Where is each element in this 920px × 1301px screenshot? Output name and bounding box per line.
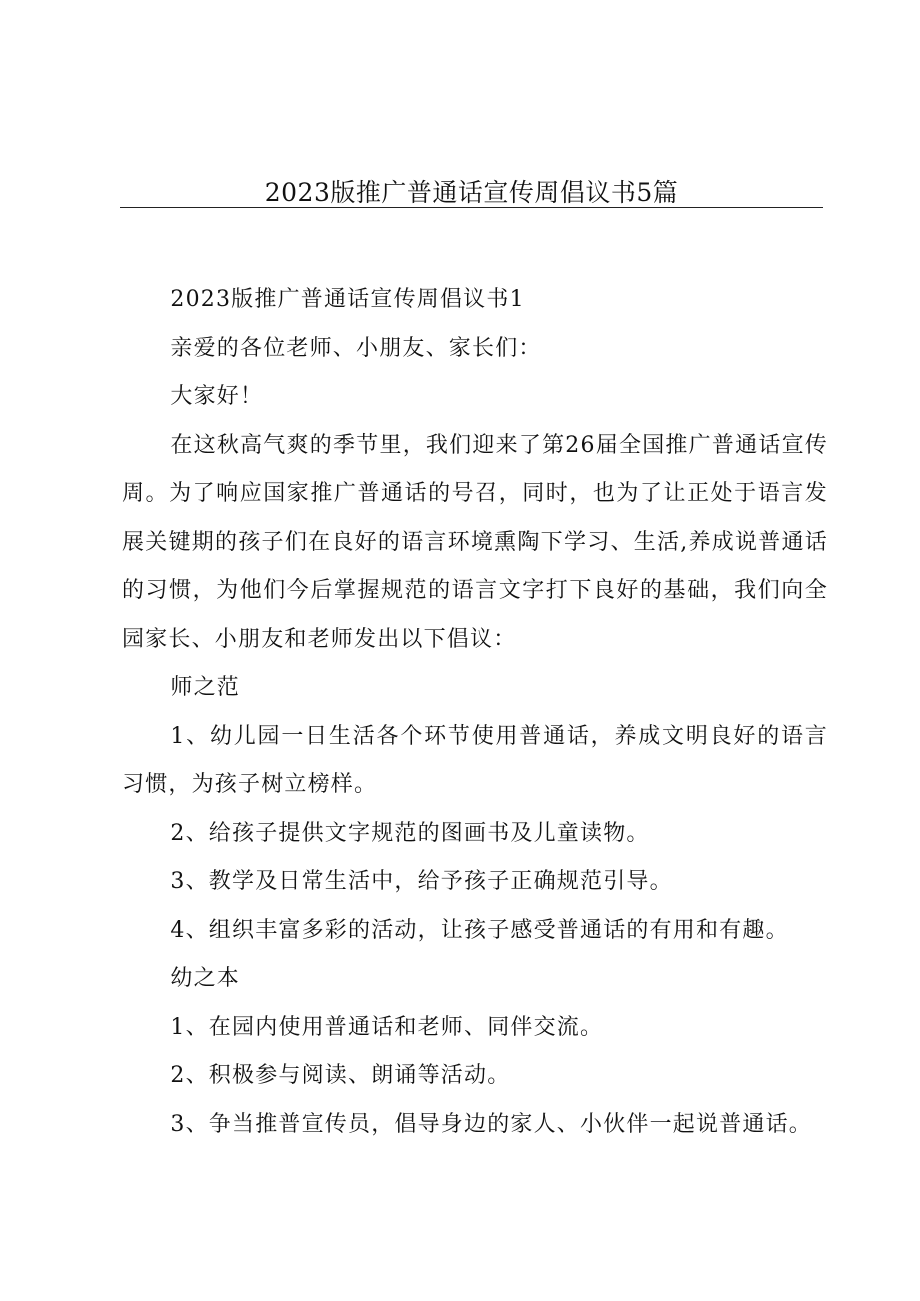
list-item: 1、幼儿园一日生活各个环节使用普通话，养成文明良好的语言习惯，为孩子树立榜样。	[122, 723, 828, 797]
section-heading: 2023版推广普通话宣传周倡议书1	[170, 287, 525, 312]
intro-paragraph: 在这秋高气爽的季节里，我们迎来了第26届全国推广普通话宣传周。为了响应国家推广普通话的号召，同时，也为了让正处于语言发展关键期的孩子们在良好的语言环境熏陶下学习、生活,养成说普通话的习惯，为他们今后掌握规范的语言文字打下良好的基础，我们向全园家长、小朋友和老师发出以下倡议：	[122, 432, 828, 652]
greeting: 大家好！	[170, 384, 264, 409]
salutation: 亲爱的各位老师、小朋友、家长们：	[170, 335, 542, 361]
document-title: 2023版推广普通话宣传周倡议书5篇	[264, 178, 679, 207]
list-item: 2、给孩子提供文字规范的图画书及儿童读物。	[170, 820, 650, 846]
list-item: 3、教学及日常生活中，给予孩子正确规范引导。	[170, 869, 673, 894]
list-item: 2、积极参与阅读、朗诵等活动。	[170, 1063, 511, 1088]
list-item: 3、争当推普宣传员，倡导身边的家人、小伙伴一起说普通话。	[170, 1111, 812, 1137]
subheading-teachers: 师之范	[170, 675, 240, 700]
document-body	[122, 276, 828, 1149]
list-item: 1、在园内使用普通话和老师、同伴交流。	[170, 1014, 604, 1040]
list-item: 4、组织丰富多彩的活动，让孩子感受普通话的有用和有趣。	[170, 917, 789, 943]
title-underline	[120, 207, 823, 208]
subheading-children: 幼之本	[170, 966, 240, 991]
